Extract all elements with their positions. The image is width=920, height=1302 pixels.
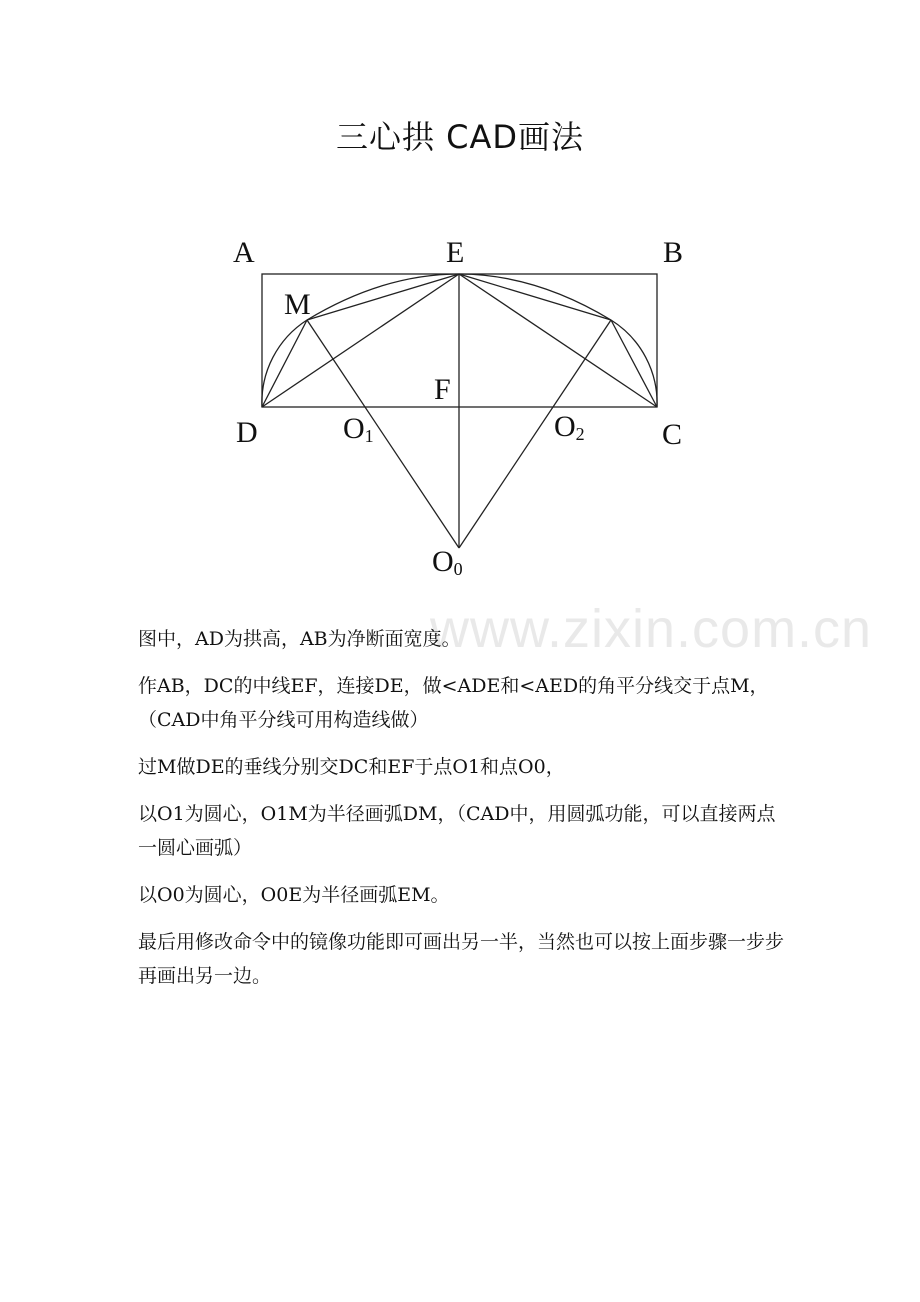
line-m2-o0 — [459, 320, 611, 548]
instructions-body — [138, 622, 788, 1006]
label-c: C — [662, 418, 683, 451]
label-o0: O0 — [432, 545, 463, 579]
paragraph-6: 最后用修改命令中的镜像功能即可画出另一半，当然也可以按上面步骤一步步再画出另一边。 — [138, 931, 785, 987]
label-o1-sub: 1 — [364, 426, 374, 446]
label-f: F — [434, 373, 451, 406]
line-m-o0 — [307, 320, 459, 548]
label-b: B — [663, 236, 684, 269]
label-o0-sub: 0 — [453, 559, 463, 579]
watermark-text: www.zixin.com.cn — [430, 599, 873, 659]
line-m-e — [307, 274, 459, 320]
paragraph-1: 图中，AD为拱高，AB为净断面宽度。 — [138, 628, 461, 650]
line-d-m — [262, 320, 307, 407]
label-e: E — [446, 236, 465, 269]
label-d: D — [236, 416, 258, 449]
label-m: M — [284, 288, 311, 321]
paragraph-4: 以O1为圆心，O1M为半径画弧DM，（CAD中，用圆弧功能，可以直接两点一圆心画弧） — [138, 803, 776, 859]
line-c-m2 — [611, 320, 657, 407]
label-o2: O2 — [554, 410, 585, 444]
line-m2-e — [459, 274, 611, 320]
paragraph-3: 过M做DE的垂线分别交DC和EF于点O1和点O0， — [138, 756, 565, 778]
label-o2-sub: 2 — [575, 424, 585, 444]
label-o1: O1 — [343, 412, 374, 446]
three-center-arch-diagram — [0, 0, 920, 600]
paragraph-5: 以O0为圆心，O0E为半径画弧EM。 — [138, 884, 450, 906]
paragraph-2: 作AB，DC的中线EF，连接DE，做<ADE和<AED的角平分线交于点M，（CAD中角平分线可用构造线做） — [138, 675, 769, 731]
page-title: 三心拱 CAD画法 — [335, 118, 585, 156]
label-a: A — [233, 236, 255, 269]
